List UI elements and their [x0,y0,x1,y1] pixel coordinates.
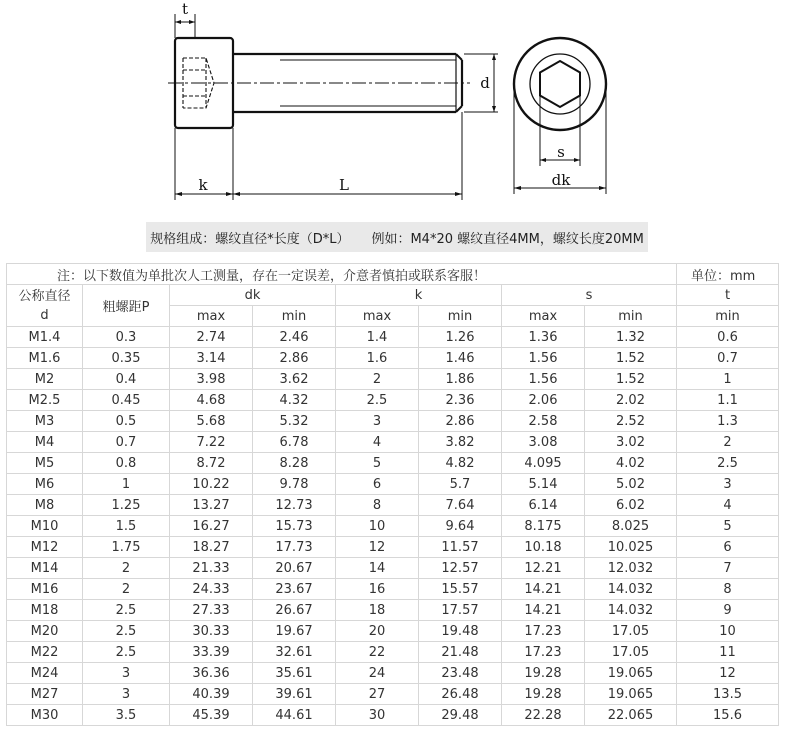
table-row [7,516,779,537]
table-row [7,579,779,600]
cell-t-min: 5 [677,516,779,537]
cell-pitch: 2.5 [83,642,170,663]
spec-caption-bar [146,222,648,252]
measurement-note: 注：以下数值为单批次人工测量，存在一定误差，介意者慎拍或联系客服！ [7,264,677,285]
cell-k-min: 7.64 [419,495,502,516]
cell-dk-min: 2.46 [253,327,336,348]
cell-k-max: 5 [336,453,419,474]
cell-t-min: 15.6 [677,705,779,726]
cell-dk-min: 32.61 [253,642,336,663]
cell-size: M16 [7,579,83,600]
cell-k-min: 23.48 [419,663,502,684]
cell-s-min: 22.065 [585,705,677,726]
cell-size: M18 [7,600,83,621]
cell-s-max: 5.14 [502,474,585,495]
cell-k-min: 12.57 [419,558,502,579]
dk-max-header: max [170,306,253,327]
cell-dk-min: 6.78 [253,432,336,453]
header-row [7,285,779,306]
table-row [7,348,779,369]
cell-t-min: 4 [677,495,779,516]
cell-k-max: 8 [336,495,419,516]
cell-t-min: 1.3 [677,411,779,432]
cell-t-min: 0.7 [677,348,779,369]
cell-size: M24 [7,663,83,684]
k-min-header: min [419,306,502,327]
cell-s-min: 5.02 [585,474,677,495]
cell-k-max: 20 [336,621,419,642]
cell-dk-max: 5.68 [170,411,253,432]
cell-s-max: 12.21 [502,558,585,579]
cell-k-max: 2.5 [336,390,419,411]
cell-k-max: 2 [336,369,419,390]
cell-s-min: 14.032 [585,579,677,600]
head-outer-circle [514,38,606,130]
cell-k-min: 1.26 [419,327,502,348]
cell-pitch: 1.5 [83,516,170,537]
cell-dk-min: 23.67 [253,579,336,600]
cell-pitch: 1.75 [83,537,170,558]
cell-k-max: 4 [336,432,419,453]
table-row [7,663,779,684]
cell-size: M5 [7,453,83,474]
cell-dk-max: 8.72 [170,453,253,474]
cell-dk-min: 8.28 [253,453,336,474]
cell-pitch: 0.8 [83,453,170,474]
cell-k-max: 14 [336,558,419,579]
cell-s-max: 8.175 [502,516,585,537]
spec-table [6,263,779,726]
cell-pitch: 0.3 [83,327,170,348]
cell-size: M2.5 [7,390,83,411]
cell-s-min: 8.025 [585,516,677,537]
cell-k-min: 2.86 [419,411,502,432]
cell-dk-min: 44.61 [253,705,336,726]
cell-dk-min: 3.62 [253,369,336,390]
cell-size: M10 [7,516,83,537]
cell-pitch: 0.4 [83,369,170,390]
cell-s-min: 4.02 [585,453,677,474]
cell-k-max: 6 [336,474,419,495]
cell-k-max: 12 [336,537,419,558]
cell-s-max: 10.18 [502,537,585,558]
cell-size: M1.6 [7,348,83,369]
cell-dk-max: 10.22 [170,474,253,495]
cell-k-min: 1.46 [419,348,502,369]
cell-k-max: 10 [336,516,419,537]
cell-pitch: 0.35 [83,348,170,369]
cell-s-max: 19.28 [502,684,585,705]
cell-s-min: 19.065 [585,663,677,684]
cell-dk-max: 7.22 [170,432,253,453]
cell-k-max: 22 [336,642,419,663]
cell-dk-max: 18.27 [170,537,253,558]
cell-k-min: 2.36 [419,390,502,411]
cell-k-max: 3 [336,411,419,432]
cell-s-min: 6.02 [585,495,677,516]
cell-dk-min: 15.73 [253,516,336,537]
cell-k-max: 1.4 [336,327,419,348]
cell-s-max: 14.21 [502,579,585,600]
cell-s-min: 17.05 [585,621,677,642]
cell-s-min: 10.025 [585,537,677,558]
cell-s-min: 2.52 [585,411,677,432]
cell-k-min: 17.57 [419,600,502,621]
cell-dk-min: 2.86 [253,348,336,369]
label-d: d [480,74,490,92]
cell-k-max: 24 [336,663,419,684]
cell-t-min: 7 [677,558,779,579]
table-row [7,453,779,474]
cell-k-max: 1.6 [336,348,419,369]
cell-s-max: 3.08 [502,432,585,453]
cell-size: M14 [7,558,83,579]
cell-s-min: 12.032 [585,558,677,579]
cell-s-min: 1.32 [585,327,677,348]
cell-s-max: 1.56 [502,348,585,369]
header-s: s [502,285,677,306]
label-k: k [198,176,208,194]
table-row [7,495,779,516]
cell-dk-max: 3.14 [170,348,253,369]
cell-k-min: 19.48 [419,621,502,642]
spec-example-text: 例如：M4*20 螺纹直径4MM，螺纹长度20MM [371,231,644,247]
cell-pitch: 2.5 [83,600,170,621]
table-row [7,600,779,621]
cell-pitch: 3 [83,663,170,684]
cell-dk-max: 24.33 [170,579,253,600]
cell-s-max: 1.36 [502,327,585,348]
cell-dk-max: 30.33 [170,621,253,642]
label-t: t [181,0,189,18]
cell-s-min: 3.02 [585,432,677,453]
table-row [7,705,779,726]
cell-size: M1.4 [7,327,83,348]
cell-size: M20 [7,621,83,642]
cell-t-min: 10 [677,621,779,642]
cell-k-min: 29.48 [419,705,502,726]
screw-technical-drawing [0,0,785,218]
cell-s-min: 2.02 [585,390,677,411]
k-max-header: max [336,306,419,327]
cell-dk-min: 9.78 [253,474,336,495]
cell-s-min: 1.52 [585,348,677,369]
cell-k-max: 27 [336,684,419,705]
table-row [7,642,779,663]
cell-size: M2 [7,369,83,390]
cell-dk-min: 5.32 [253,411,336,432]
cell-dk-max: 2.74 [170,327,253,348]
cell-size: M6 [7,474,83,495]
cell-dk-min: 35.61 [253,663,336,684]
cell-pitch: 0.7 [83,432,170,453]
cell-k-min: 9.64 [419,516,502,537]
cell-k-max: 30 [336,705,419,726]
table-row [7,411,779,432]
cell-dk-min: 26.67 [253,600,336,621]
cell-size: M30 [7,705,83,726]
cell-pitch: 2 [83,579,170,600]
cell-dk-max: 16.27 [170,516,253,537]
table-row [7,684,779,705]
t-min-header: min [677,306,779,327]
table-row [7,369,779,390]
cell-t-min: 1 [677,369,779,390]
cell-k-min: 11.57 [419,537,502,558]
cell-t-min: 1.1 [677,390,779,411]
cell-size: M27 [7,684,83,705]
cell-dk-min: 20.67 [253,558,336,579]
cell-dk-max: 33.39 [170,642,253,663]
cell-dk-min: 39.61 [253,684,336,705]
header-pitch: 粗螺距P [83,285,170,327]
cell-t-min: 9 [677,600,779,621]
table-row [7,390,779,411]
dk-min-header: min [253,306,336,327]
s-max-header: max [502,306,585,327]
cell-s-max: 4.095 [502,453,585,474]
table-row [7,558,779,579]
cell-t-min: 8 [677,579,779,600]
cell-s-min: 19.065 [585,684,677,705]
cell-dk-max: 40.39 [170,684,253,705]
cell-s-max: 22.28 [502,705,585,726]
cell-s-min: 1.52 [585,369,677,390]
cell-pitch: 1 [83,474,170,495]
cell-t-min: 0.6 [677,327,779,348]
cell-k-max: 18 [336,600,419,621]
cell-s-max: 2.58 [502,411,585,432]
cell-s-max: 17.23 [502,642,585,663]
table-row [7,537,779,558]
cell-size: M12 [7,537,83,558]
cell-dk-max: 36.36 [170,663,253,684]
cell-dk-min: 12.73 [253,495,336,516]
cell-pitch: 3 [83,684,170,705]
table-row [7,474,779,495]
cell-s-max: 17.23 [502,621,585,642]
cell-t-min: 3 [677,474,779,495]
cell-dk-max: 4.68 [170,390,253,411]
cell-k-min: 4.82 [419,453,502,474]
cell-s-max: 19.28 [502,663,585,684]
cell-t-min: 6 [677,537,779,558]
cell-pitch: 0.5 [83,411,170,432]
hex-socket [540,61,580,107]
cell-s-max: 6.14 [502,495,585,516]
cell-k-min: 15.57 [419,579,502,600]
cell-t-min: 12 [677,663,779,684]
table-row [7,432,779,453]
cell-s-min: 17.05 [585,642,677,663]
cell-dk-max: 21.33 [170,558,253,579]
table-row [7,327,779,348]
cell-s-max: 2.06 [502,390,585,411]
cell-pitch: 1.25 [83,495,170,516]
spec-table-body [7,264,779,726]
cell-pitch: 2 [83,558,170,579]
note-row [7,264,779,285]
cell-k-max: 16 [336,579,419,600]
cell-s-max: 1.56 [502,369,585,390]
s-min-header: min [585,306,677,327]
cell-pitch: 3.5 [83,705,170,726]
cell-size: M4 [7,432,83,453]
label-dk: dk [551,171,571,189]
side-view [168,14,498,200]
cell-k-min: 21.48 [419,642,502,663]
cell-dk-min: 19.67 [253,621,336,642]
cell-k-min: 26.48 [419,684,502,705]
cell-s-max: 14.21 [502,600,585,621]
label-L: L [339,176,349,194]
cell-k-min: 5.7 [419,474,502,495]
cell-size: M8 [7,495,83,516]
cell-pitch: 2.5 [83,621,170,642]
cell-dk-min: 4.32 [253,390,336,411]
cell-t-min: 2 [677,432,779,453]
cell-dk-max: 45.39 [170,705,253,726]
header-dk: dk [170,285,336,306]
cell-t-min: 2.5 [677,453,779,474]
spec-format-text: 规格组成：螺纹直径*长度（D*L） [150,231,350,247]
header-nominal-diameter: 公称直径 d [7,285,83,327]
table-row [7,621,779,642]
cell-k-min: 3.82 [419,432,502,453]
unit-label: 单位：mm [677,264,779,285]
cell-t-min: 13.5 [677,684,779,705]
label-s: s [557,143,565,161]
header-t: t [677,285,779,306]
cell-dk-max: 27.33 [170,600,253,621]
cell-size: M22 [7,642,83,663]
cell-t-min: 11 [677,642,779,663]
cell-k-min: 1.86 [419,369,502,390]
cell-dk-min: 17.73 [253,537,336,558]
header-k: k [336,285,502,306]
cell-size: M3 [7,411,83,432]
cell-s-min: 14.032 [585,600,677,621]
cell-pitch: 0.45 [83,390,170,411]
cell-dk-max: 13.27 [170,495,253,516]
cell-dk-max: 3.98 [170,369,253,390]
